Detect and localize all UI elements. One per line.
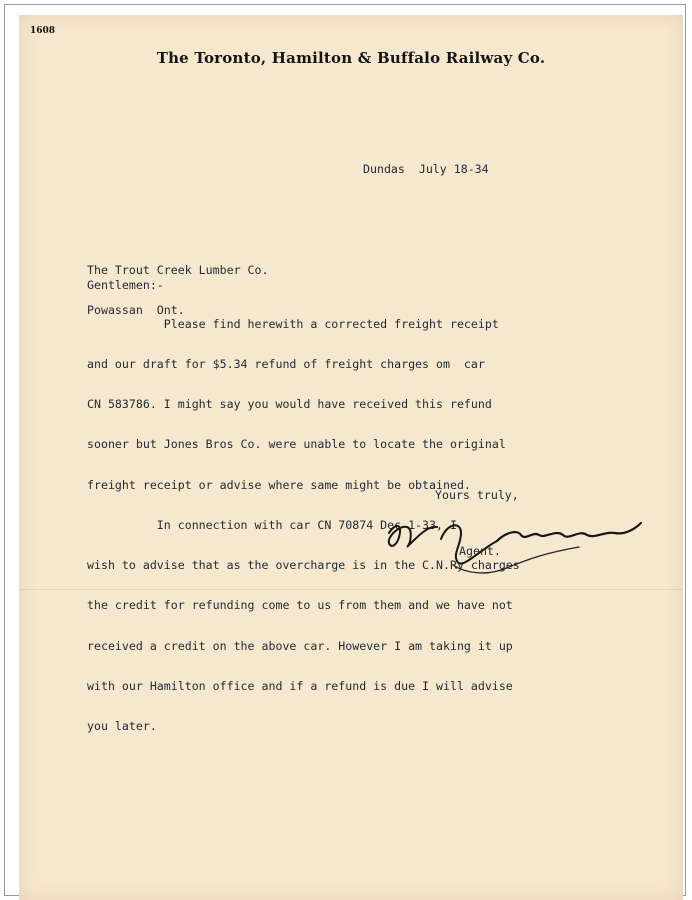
scan-frame xyxy=(4,4,686,896)
date-line: Dundas July 18-34 xyxy=(363,162,489,176)
page-number: 1608 xyxy=(30,26,56,36)
body-line: sooner but Jones Bros Co. were unable to locate the original xyxy=(87,437,506,452)
body-line: received a credit on the above car. However I am taking it up xyxy=(87,638,513,653)
body-line: Please find herewith a corrected freight receipt xyxy=(87,316,499,331)
letterhead-company-name: The Toronto, Hamilton & Buffalo Railway Co. xyxy=(156,49,546,67)
body-line: In connection with car CN 70874 Dec 1-33, I xyxy=(87,517,457,532)
closing: Yours truly, xyxy=(435,488,519,502)
body-line: you later. xyxy=(87,719,157,733)
handwritten-signature xyxy=(369,505,649,593)
letter-page xyxy=(19,15,683,900)
body-line: and our draft for $5.34 refund of freight charges om car xyxy=(87,357,485,372)
salutation: Gentlemen:- xyxy=(87,278,164,292)
addressee-line: The Trout Creek Lumber Co. xyxy=(87,262,269,277)
body-line: freight receipt or advise where same might be obtained. xyxy=(87,477,471,492)
addressee-line: Powassan Ont. xyxy=(87,303,185,318)
body-line: with our Hamilton office and if a refund is due I will advise xyxy=(87,678,513,693)
body-line: CN 583786. I might say you would have received this refund xyxy=(87,397,492,412)
body-line: wish to advise that as the overcharge is in the C.N.Ry charges xyxy=(87,558,520,573)
paper-fold-line xyxy=(19,589,683,590)
body-line: the credit for refunding come to us from them and we have not xyxy=(87,598,513,613)
signature-title: Agent. xyxy=(459,544,501,558)
